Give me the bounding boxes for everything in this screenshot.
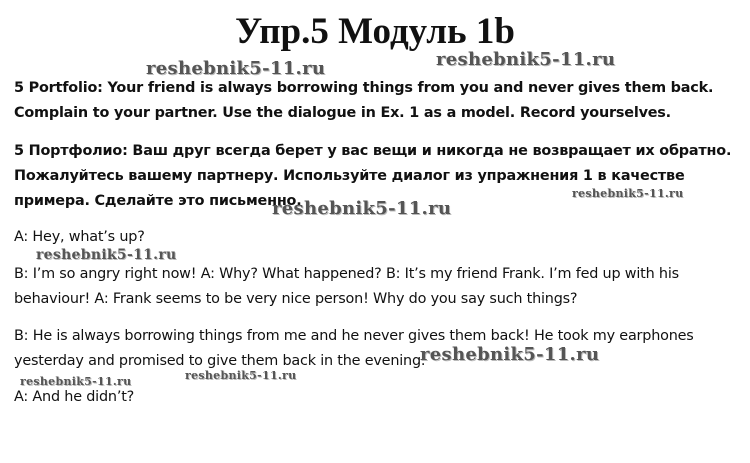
dialogue-line: A: Hey, what’s up? xyxy=(14,229,145,245)
dialogue-line: B: I’m so angry right now! A: Why? What happened? B: It’s my friend Frank. I’m fed up with his behaviour! A: Frank seems to be very nice person! Why do you say such things? xyxy=(14,266,679,307)
task-english: 5 Portfolio: Your friend is always borrowing things from you and never gives them back. Complain to your partner. Use the dialogue in Ex. 1 as a model. Record yourselves. xyxy=(14,80,714,121)
page-title: Упр.5 Модуль 1b xyxy=(235,11,515,52)
watermark: reshebnik5-11.ru xyxy=(572,187,684,200)
task-russian: 5 Портфолио: Ваш друг всегда берет у вас вещи и никогда не возвращает их обратно. Пожалуйтесь вашему партнеру. Используйте диалог из упражнения 1 в качестве примера. Сделайте это письменно. xyxy=(14,143,732,209)
watermark: reshebnik5-11.ru xyxy=(436,49,616,70)
watermark: reshebnik5-11.ru xyxy=(20,375,132,388)
watermark: reshebnik5-11.ru xyxy=(36,247,177,263)
dialogue-line: B: He is always borrowing things from me and he never gives them back! He took my earphones yesterday and promised to give them back in the evening. xyxy=(14,328,694,369)
watermark: reshebnik5-11.ru xyxy=(146,58,326,79)
watermark: reshebnik5-11.ru xyxy=(420,344,600,365)
dialogue-line: A: And he didn’t? xyxy=(14,389,135,405)
watermark: reshebnik5-11.ru xyxy=(185,369,297,382)
watermark: reshebnik5-11.ru xyxy=(272,198,452,219)
